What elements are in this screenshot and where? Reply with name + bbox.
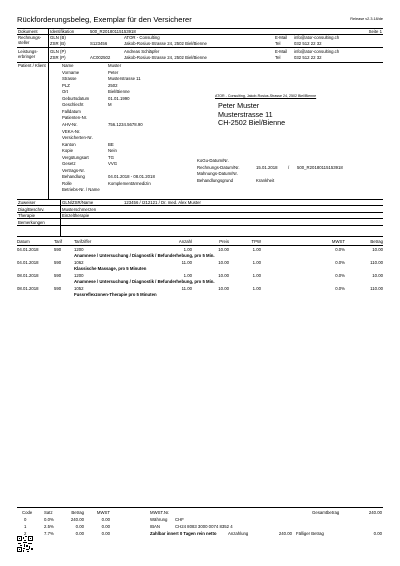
vat-cell: 0 (24, 517, 27, 522)
service-cell: 10.00 (218, 272, 229, 278)
service-cell: 1.00 (183, 246, 192, 252)
service-cell: 0.0% (335, 259, 345, 265)
le-zsr-label: ZSR (P) (50, 55, 66, 60)
patient-field-label: Rolle (62, 180, 72, 186)
rs-address: Jakob-Rosius-Strasse 24, 2502 Biel/Bienne (124, 41, 207, 46)
waehrung-value: CHF (175, 517, 184, 522)
service-cell: 04.01.2018 (17, 246, 39, 252)
rs-tel-label: Tel (275, 41, 281, 46)
iban-value: CH24 8083 3000 0074 8352 4 (175, 524, 233, 529)
patient-field-value: 2502 (108, 82, 118, 88)
service-cell: 1062 (74, 259, 84, 265)
vat-cell: 1 (24, 524, 27, 529)
recipient-street: Musterstrasse 11 (218, 109, 273, 119)
service-cell: 10.00 (218, 259, 229, 265)
le-email: info@ator-consulting.ch (294, 49, 340, 54)
column-header: Tarifziffer (74, 239, 92, 244)
service-cell: 0.0% (335, 246, 345, 252)
patient-field-label: Falldatum (62, 108, 81, 114)
grund-value: Krankheit (256, 177, 275, 183)
patient-field-label: Vertrags-Nr. (62, 167, 85, 173)
patient-field-label: Versicherten-Nr. (62, 135, 93, 141)
faellig-label: Fälliger Betrag (296, 531, 324, 536)
sender-line: ATOR - Consulting, Jakob-Rosius-Strasse 24, 2502 Biel/Bienne (215, 94, 317, 98)
patient-section-label: Patient / Klient (18, 63, 46, 68)
anzahlung-value: 240.00 (278, 531, 292, 536)
service-cell: 1052 (74, 285, 84, 291)
patient-field-value: Musterstrasse 11 (108, 76, 141, 82)
anzahlung-label: Anzahlung (228, 531, 249, 536)
vat-header: Betrag (71, 510, 84, 515)
ident-label: Identifikation (50, 29, 75, 34)
vat-cell: 0.00 (101, 517, 110, 522)
zahlbar-text: Zahlbar innert 0 Tagen rein netto (150, 531, 217, 536)
service-cell: 1.00 (252, 285, 261, 291)
vat-cell: 2.5% (44, 524, 54, 529)
rs-gln-label: GLN (B) (50, 35, 66, 40)
gesamt-label: Gesamtbetrag (312, 510, 340, 515)
mahnung-label: Mahnungs-Datum/Nr. (197, 171, 238, 176)
patient-field-label: Betriebs-Nr. / Name (62, 187, 100, 193)
ident-value: 500_R20180115153918 (90, 29, 136, 34)
rs-name: ATOR - Consulting (124, 35, 160, 40)
service-cell: 1200 (74, 246, 84, 252)
patient-field-label: Geschlecht (62, 102, 84, 108)
rechnung-label: Rechnungs-Datum/Nr. (197, 164, 240, 170)
patient-field-value: VVG (108, 161, 118, 167)
vat-cell: 0.0% (44, 517, 54, 522)
recipient-city: CH-2502 Biel/Bienne (218, 118, 286, 127)
rule (17, 218, 383, 219)
rule (17, 225, 383, 226)
page-number: Seite 1 (368, 29, 382, 34)
patient-field-label: PLZ (62, 82, 70, 88)
column-header: Datum (17, 239, 30, 244)
service-cell: 0.0% (335, 272, 345, 278)
le-email-label: E-Mail (275, 49, 288, 54)
qr-code-icon (17, 536, 33, 552)
patient-field-label: Kopie (62, 148, 73, 154)
service-description: Anamnese / Untersuchung / Diagnostik / Befunderhebung, pro 5 Min. (74, 278, 215, 284)
rs-zsr-label: ZSR (B) (50, 41, 66, 46)
service-cell: 1.00 (252, 259, 261, 265)
zuweiser-sub-label: GLN/ZSR/Name (62, 200, 94, 205)
column-header: Preis (219, 239, 229, 244)
vat-header: Code (22, 510, 33, 515)
service-cell: 110.00 (370, 259, 383, 265)
patient-field-label: VEKA-Nr. (62, 128, 81, 134)
patient-field-label: Patienten-Nr. (62, 115, 88, 121)
service-description: Anamnese / Untersuchung / Diagnostik / Befunderhebung, pro 5 Min. (74, 252, 215, 258)
patient-field-label: Behandlung (62, 174, 85, 180)
service-cell: 1.00 (183, 272, 192, 278)
service-cell: 590 (54, 246, 62, 252)
service-cell: 1.00 (252, 246, 261, 252)
faellig-value: 0.00 (373, 531, 382, 536)
patient-field-label: Geburtsdatum (62, 95, 90, 101)
service-cell: 590 (54, 285, 62, 291)
service-cell: 11.00 (181, 259, 192, 265)
vat-cell: 0.00 (101, 531, 110, 536)
patient-field-value: M (108, 102, 112, 108)
service-cell: 590 (54, 259, 62, 265)
diagnose-label: Diag/Beschrv. (18, 206, 45, 212)
vat-cell: 240.00 (70, 517, 84, 522)
service-cell: 10.00 (372, 246, 383, 252)
vat-cell: 7.7% (44, 531, 54, 536)
patient-field-label: Ort (62, 89, 68, 95)
column-header: Anzahl (178, 239, 192, 244)
service-cell: 08.01.2018 (17, 272, 39, 278)
therapie-label: Therapie (18, 213, 35, 218)
service-cell: 11.00 (181, 285, 192, 291)
rs-email-label: E-Mail (275, 35, 288, 40)
column-header: MWST (331, 239, 345, 244)
service-cell: 0.0% (335, 285, 345, 291)
rs-zsr-value: S123456 (90, 41, 108, 46)
service-cell: 1.00 (252, 272, 261, 278)
le-tel: 032 512 22 32 (294, 55, 322, 60)
leistungserbringer-label: Leistungs- erbringer (18, 49, 38, 59)
column-header: Betrag (370, 239, 383, 244)
patient-field-value: 756.1234.5678.90 (108, 121, 143, 127)
column-divider (60, 199, 61, 236)
patient-field-label: Vorname (62, 69, 80, 75)
dokument-label: Dokument (18, 29, 38, 34)
rs-email: info@ator-consulting.ch (294, 35, 340, 40)
therapie-value: Einzeltherapie (62, 213, 90, 218)
vat-header: MWST (96, 510, 110, 515)
diagnose-value: Musterschmerzen (62, 206, 97, 212)
le-address: Jakob-Rosius-Strasse 24, 2502 Biel/Bienne (124, 55, 207, 60)
vat-cell: 2 (24, 531, 27, 536)
patient-field-value: TG (108, 154, 114, 160)
le-gln-label: GLN (P) (50, 49, 66, 54)
le-name: Andreas Schläpfer (124, 49, 160, 54)
patient-field-label: Name (62, 63, 74, 68)
service-cell: 590 (54, 272, 62, 278)
rule (17, 245, 383, 246)
patient-field-label: Strasse (62, 76, 77, 82)
rs-tel: 032 512 22 32 (294, 41, 322, 46)
service-cell: 1200 (74, 272, 84, 278)
patient-field-value: Nein (108, 148, 117, 154)
zuweiser-value: 123456 / I212121 / Dr. med. Alex Muster (124, 200, 201, 205)
patient-field-value: 01.01.1990 (108, 95, 130, 101)
patient-field-label: Kanton (62, 141, 76, 147)
service-description: Klassische Massage, pro 5 Minuten (74, 265, 147, 271)
service-cell: 08.01.2018 (17, 285, 39, 291)
recipient-name: Peter Muster (218, 101, 260, 110)
rule (17, 47, 383, 48)
release-label: Release v2.3.18/de (350, 17, 383, 21)
service-description: Fussreflexzonen-Therapie pro 5 Minuten (74, 291, 157, 297)
column-divider (48, 28, 49, 200)
service-cell: 10.00 (218, 285, 229, 291)
vat-cell: 0.00 (101, 524, 110, 529)
rule (17, 236, 383, 237)
document-title: Rückforderungsbeleg, Exemplar für den Versicherer (17, 15, 192, 24)
rechnung-date: 15.01.2018 (256, 164, 278, 170)
patient-field-value: BE (108, 141, 114, 147)
le-zsr-value: AC002502 (90, 55, 111, 60)
vat-header: Satz (44, 510, 53, 515)
patient-field-value: Biel/Bienne (108, 89, 130, 95)
column-header: TPW (251, 239, 261, 244)
service-cell: 04.01.2018 (17, 259, 39, 265)
patient-field-value: Muster (108, 63, 122, 68)
grund-label: Behandlungsgrund (197, 177, 234, 183)
iban-label: IBAN (150, 524, 161, 529)
rechnung-number: 500_R20180115153918 (297, 164, 343, 170)
patient-field-label: AHV-Nr. (62, 121, 78, 127)
le-tel-label: Tel (275, 55, 281, 60)
waehrung-label: Währung (150, 517, 168, 522)
service-cell: 110.00 (370, 285, 383, 291)
rechnung-separator: / (288, 164, 290, 170)
service-cell: 10.00 (218, 246, 229, 252)
gesamt-value: 240.00 (368, 510, 382, 515)
column-header: Tarif (54, 239, 63, 244)
patient-field-value: 04.01.2018 - 08.01.2018 (108, 174, 155, 180)
patient-field-label: Vergütungsart (62, 154, 89, 160)
vat-cell: 0.00 (75, 524, 84, 529)
zuweiser-label: Zuweiser (18, 200, 36, 205)
rechnungssteller-label: Rechnungs- steller (18, 35, 42, 45)
kogu-label: KoGu-Datum/Nr. (197, 158, 229, 163)
bemerkungen-label: Bemerkungen (18, 219, 45, 225)
patient-field-label: Gesetz (62, 161, 76, 167)
mwst-nr-label: MWST.Nr. (150, 510, 170, 515)
patient-field-value: Peter (108, 69, 119, 75)
vat-cell: 0.00 (75, 531, 84, 536)
patient-field-value: Komplementärmedizin (108, 180, 151, 186)
service-cell: 10.00 (372, 272, 383, 278)
rule (17, 507, 383, 508)
